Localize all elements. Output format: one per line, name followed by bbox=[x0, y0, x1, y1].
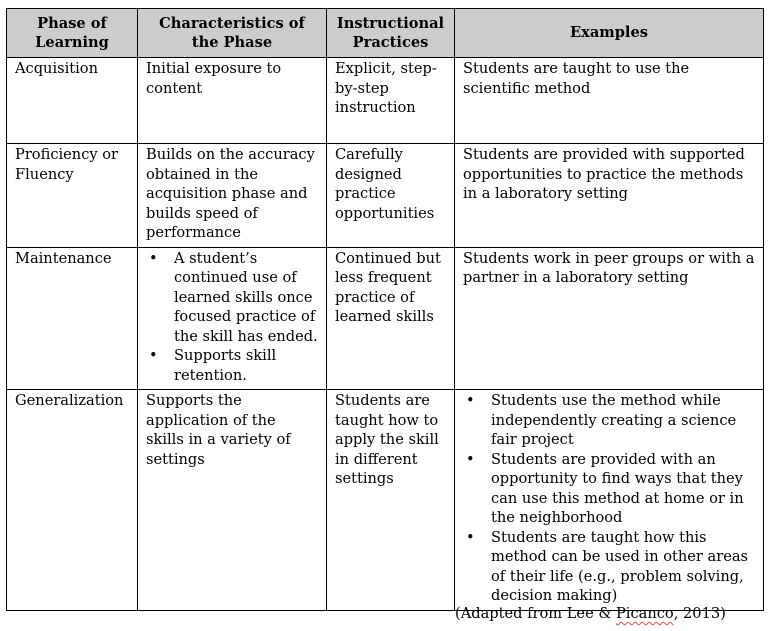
phase-cell: Maintenance bbox=[7, 247, 138, 390]
list-item: • Supports skill retention. bbox=[146, 346, 318, 385]
practices-cell: Students are taught how to apply the skill in different settings bbox=[327, 390, 455, 611]
header-examples: Examples bbox=[455, 9, 764, 58]
citation-prefix: (Adapted from Lee & bbox=[455, 605, 616, 622]
examples-cell bbox=[455, 390, 764, 611]
practices-cell: Carefully designed practice opportunities bbox=[327, 144, 455, 248]
examples-cell: Students are provided with supported opportunities to practice the methods in a laboratory setting bbox=[455, 144, 764, 248]
characteristics-cell: Initial exposure to content bbox=[138, 58, 327, 144]
practices-cell: Continued but less frequent practice of learned skills bbox=[327, 247, 455, 390]
practices-cell: Explicit, step-by-step instruction bbox=[327, 58, 455, 144]
examples-cell: Students work in peer groups or with a partner in a laboratory setting bbox=[455, 247, 764, 390]
table-row bbox=[7, 58, 764, 144]
header-practices: Instructional Practices bbox=[327, 9, 455, 58]
examples-bullet-list bbox=[463, 391, 755, 606]
citation bbox=[455, 604, 726, 623]
header-characteristics: Characteristics of the Phase bbox=[138, 9, 327, 58]
characteristics-cell bbox=[138, 247, 327, 390]
table-header-row bbox=[7, 9, 764, 58]
list-item: • Students use the method while independently creating a science fair project bbox=[463, 391, 755, 450]
characteristics-cell: Supports the application of the skills in a variety of settings bbox=[138, 390, 327, 611]
characteristics-bullet-list bbox=[146, 249, 318, 386]
phase-cell: Generalization bbox=[7, 390, 138, 611]
header-phase: Phase of Learning bbox=[7, 9, 138, 58]
list-item: • Students are provided with an opportunity to find ways that they can use this method at home or in the neighborhood bbox=[463, 450, 755, 528]
table-row bbox=[7, 144, 764, 248]
characteristics-cell: Builds on the accuracy obtained in the acquisition phase and builds speed of performance bbox=[138, 144, 327, 248]
table-row bbox=[7, 247, 764, 390]
phase-cell: Proficiency or Fluency bbox=[7, 144, 138, 248]
examples-cell: Students are taught to use the scientific method bbox=[455, 58, 764, 144]
citation-suffix: , 2013) bbox=[673, 605, 726, 622]
learning-phases-table bbox=[6, 8, 764, 611]
phase-cell: Acquisition bbox=[7, 58, 138, 144]
citation-author-misspelled: Picanco bbox=[615, 605, 674, 622]
list-item: • A student’s continued use of learned skills once focused practice of the skill has ended. bbox=[146, 249, 318, 347]
list-item: • Students are taught how this method can be used in other areas of their life (e.g., problem solving, decision making) bbox=[463, 528, 755, 606]
table-row bbox=[7, 390, 764, 611]
